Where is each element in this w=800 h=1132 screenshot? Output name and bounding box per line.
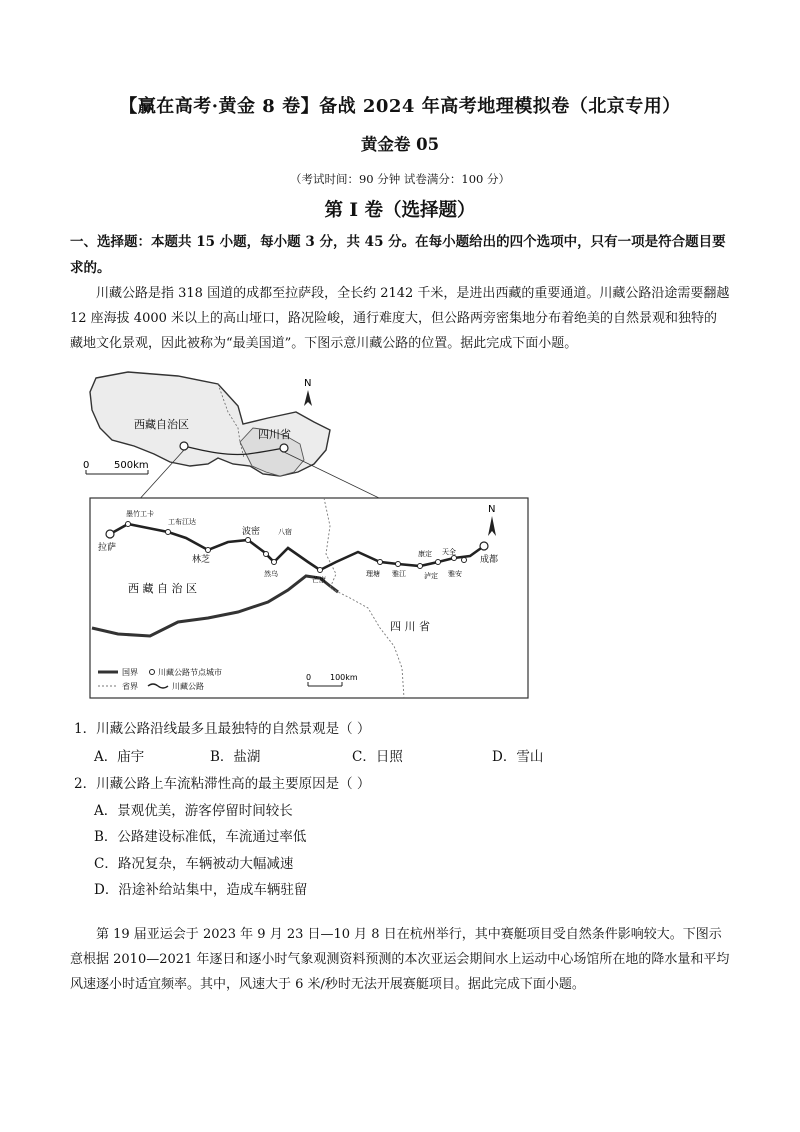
- city-lhasa: 拉萨: [98, 543, 117, 553]
- label-sichuan: 四川省: [258, 428, 291, 441]
- svg-text:川藏公路节点城市: 川藏公路节点城市: [158, 668, 222, 677]
- city-luding: 泸定: [424, 572, 438, 580]
- overview-scale-bar: [83, 460, 149, 474]
- detail-frame: [90, 498, 528, 698]
- question-1-stem: 1．川藏公路沿线最多且最独特的自然景观是（ ）: [74, 721, 371, 737]
- city-gongbujiangda: 工布江达: [168, 518, 196, 526]
- city-kangding: 康定: [418, 550, 432, 558]
- exam-meta: （考试时间：90 分钟 试卷满分：100 分）: [289, 172, 511, 186]
- question-1-option-d[interactable]: D．雪山: [492, 749, 544, 765]
- detail-region-tibet: 西 藏 自 治 区: [128, 582, 197, 595]
- svg-text:川藏公路: 川藏公路: [172, 682, 204, 691]
- city-mozhugongka: 墨竹工卡: [126, 510, 154, 518]
- north-arrow-icon: [304, 378, 312, 406]
- question-2-option-c[interactable]: C．路况复杂，车辆被动大幅减速: [94, 856, 294, 872]
- overview-lhasa-marker: [180, 442, 188, 450]
- passage-2: 第 19 届亚运会于 2023 年 9 月 23 日—10 月 8 日在杭州举行，其中赛艇项目受自然条件影响较大。下图示意根据 2010—2021 年逐日和逐小时气象观测资料预测的本次亚运会期间水上运动中心场馆所在地的降水量和平均风速逐小时适宜频率。其中，风速大于 6 米/秒时无法开展赛艇项目。据此完成下面小题。: [70, 927, 730, 992]
- instructions: 一、选择题：本题共 15 小题，每小题 3 分，共 45 分。在每小题给出的四个选项中，只有一项是符合题目要求的。: [70, 234, 726, 276]
- question-2-option-a[interactable]: A．景观优美，游客停留时间较长: [94, 803, 293, 819]
- detail-map: [90, 498, 528, 698]
- city-ranwu: 然乌: [264, 570, 278, 578]
- overview-map: [83, 372, 330, 476]
- route-map: [68, 366, 548, 708]
- detail-region-sichuan: 四 川 省: [390, 620, 430, 633]
- city-mangkang: 芒康: [312, 576, 326, 584]
- question-2-option-b[interactable]: B．公路建设标准低，车流通过率低: [94, 829, 307, 845]
- city-basu: 八宿: [278, 528, 292, 536]
- question-2-option-d[interactable]: D．沿途补给站集中，造成车辆驻留: [94, 882, 308, 898]
- question-1-option-c[interactable]: C．日照: [352, 749, 403, 765]
- question-1-option-a[interactable]: A．庙宇: [94, 749, 145, 765]
- city-yajiang: 雅江: [392, 570, 406, 578]
- city-litang: 理塘: [366, 570, 380, 578]
- city-yaan: 雅安: [448, 570, 462, 578]
- exam-subtitle: 黄金卷 05: [360, 135, 440, 154]
- svg-text:国界: 国界: [122, 668, 138, 677]
- city-tianquan: 天全: [442, 548, 456, 556]
- svg-text:N: N: [488, 504, 496, 515]
- city-linzhi: 林芝: [192, 555, 211, 565]
- question-1-option-b[interactable]: B．盐湖: [210, 749, 261, 765]
- section-heading: 第 I 卷（选择题）: [324, 200, 476, 221]
- city-bomi: 波密: [242, 527, 261, 537]
- svg-text:0: 0: [83, 460, 90, 471]
- overview-chengdu-marker: [280, 444, 288, 452]
- question-2-stem: 2．川藏公路上车流粘滞性高的最主要原因是（ ）: [74, 776, 371, 792]
- exam-title: 【赢在高考·黄金 8 卷】备战 2024 年高考地理模拟卷（北京专用）: [119, 96, 681, 117]
- passage-1: 川藏公路是指 318 国道的成都至拉萨段，全长约 2142 千米，是进出西藏的重要通道。川藏公路沿途需要翻越 12 座海拔 4000 米以上的高山垭口，路况险峻，通行难度大，但公路两旁密集地分布着绝美的自然景观和独特的藏地文化景观，因此被称为“最美国道”。下图示意川藏公路的位置。据此完成下面小题。: [70, 286, 730, 351]
- svg-text:省界: 省界: [122, 682, 138, 691]
- svg-text:100km: 100km: [330, 673, 358, 682]
- svg-text:0: 0: [306, 673, 312, 682]
- svg-text:500km: 500km: [114, 460, 149, 471]
- label-tibet: 西藏自治区: [134, 418, 189, 431]
- city-chengdu: 成都: [480, 555, 499, 565]
- svg-text:N: N: [304, 378, 312, 389]
